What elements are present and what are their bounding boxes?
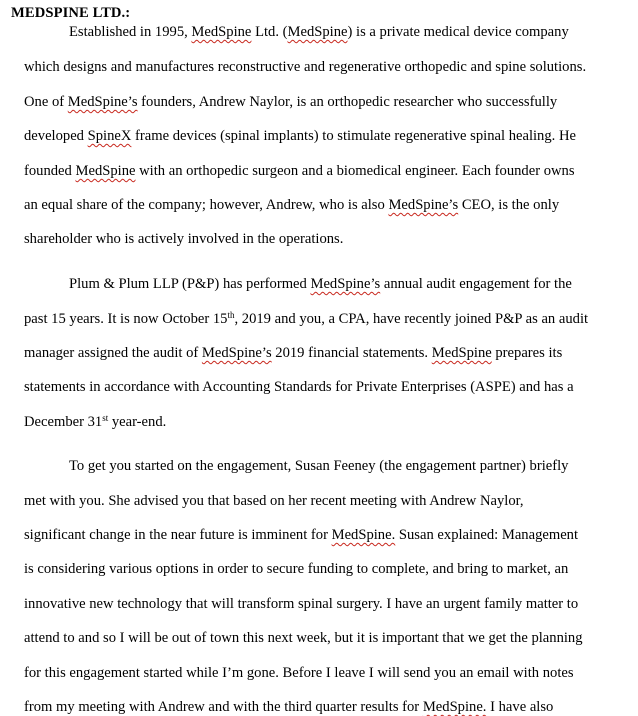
paragraph-line: which designs and manufactures reconstructive and regenerative orthopedic and spine solutions. — [24, 59, 587, 75]
paragraph-line: an equal share of the company; however, Andrew, who is also MedSpine’s CEO, is the only — [24, 197, 560, 213]
section-heading: MEDSPINE LTD.: — [11, 5, 131, 21]
paragraph-line: attend to and so I will be out of town this next week, but it is important that we get the planning — [24, 630, 583, 646]
paragraph-line: December 31st year-end. — [24, 413, 167, 430]
paragraph-line: Plum & Plum LLP (P&P) has performed MedSpine’s annual audit engagement for the — [69, 276, 572, 292]
paragraph-line: past 15 years. It is now October 15th, 2019 and you, a CPA, have recently joined P&P as an audit — [24, 310, 589, 327]
paragraph-line: from my meeting with Andrew and with the third quarter results for MedSpine. I have also — [24, 699, 554, 715]
paragraph-line: innovative new technology that will transform spinal surgery. I have an urgent family matter to — [24, 596, 579, 612]
paragraph-line: for this engagement started while I’m gone. Before I leave I will send you an email with notes — [24, 665, 574, 681]
paragraph-line: Established in 1995, MedSpine Ltd. (MedSpine) is a private medical device company — [69, 24, 569, 40]
paragraph-line: manager assigned the audit of MedSpine’s 2019 financial statements. MedSpine prepares its — [24, 345, 563, 361]
paragraph-line: significant change in the near future is imminent for MedSpine. Susan explained: Management — [24, 527, 579, 543]
paragraph-line: met with you. She advised you that based on her recent meeting with Andrew Naylor, — [24, 493, 524, 509]
paragraph-line: statements in accordance with Accounting Standards for Private Enterprises (ASPE) and has a — [24, 379, 574, 395]
paragraph-line: shareholder who is actively involved in the operations. — [24, 231, 344, 247]
paragraph-line: developed SpineX frame devices (spinal implants) to stimulate regenerative spinal healing. He — [24, 128, 576, 144]
paragraph-line: is considering various options in order to secure funding to complete, and bring to market, an — [24, 561, 569, 577]
paragraph-line: One of MedSpine’s founders, Andrew Naylor, is an orthopedic researcher who successfully — [24, 94, 558, 110]
paragraph-line: founded MedSpine with an orthopedic surgeon and a biomedical engineer. Each founder owns — [24, 163, 575, 179]
paragraph-line: To get you started on the engagement, Susan Feeney (the engagement partner) briefly — [69, 458, 569, 474]
